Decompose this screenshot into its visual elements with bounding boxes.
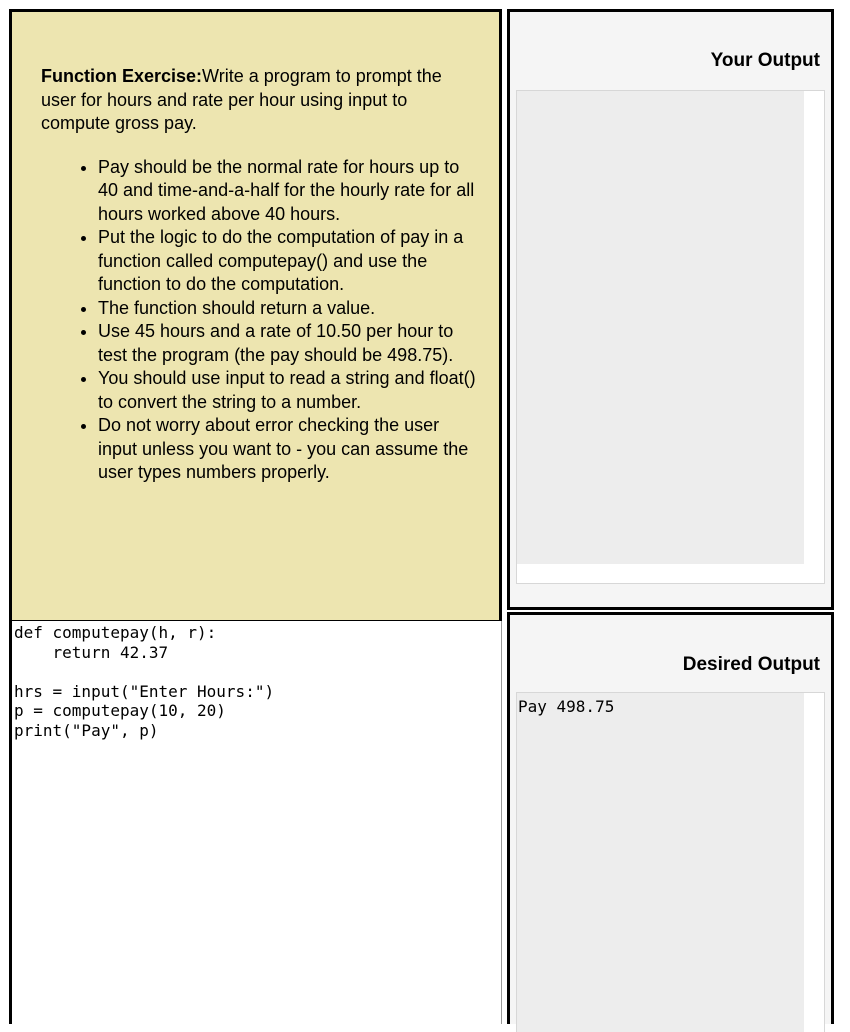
- instructions-panel: [9, 9, 502, 621]
- code-editor[interactable]: [9, 621, 502, 1024]
- your-output-box[interactable]: [516, 90, 825, 584]
- desired-output-box[interactable]: [516, 692, 825, 1032]
- your-output-text: [517, 91, 804, 564]
- instructions-bullet: • Do not worry about error checking the user input unless you want to - you can assume the user types numbers properly.: [98, 414, 481, 485]
- your-output-title: Your Output: [710, 50, 820, 71]
- code-editor-textarea[interactable]: [14, 623, 500, 1021]
- your-output-panel: [507, 9, 834, 610]
- desired-output-text: Pay 498.75: [518, 697, 615, 716]
- desired-output-panel: [507, 612, 834, 1024]
- instructions-bullet: • The function should return a value.: [98, 297, 481, 321]
- instructions-bullet-list: [41, 156, 481, 485]
- desired-output-title: Desired Output: [682, 654, 820, 675]
- instructions-bullet: • Use 45 hours and a rate of 10.50 per hour to test the program (the pay should be 498.75).: [98, 320, 481, 367]
- instructions-intro: [41, 65, 481, 136]
- instructions-bullet: • Put the logic to do the computation of pay in a function called computepay() and use the function to do the computation.: [98, 226, 481, 297]
- instructions-bullet: • You should use input to read a string and float() to convert the string to a number.: [98, 367, 481, 414]
- instructions-bullet: • Pay should be the normal rate for hours up to 40 and time-and-a-half for the hourly rate for all hours worked above 40 hours.: [98, 156, 481, 227]
- instructions-intro-text: Write a program to prompt the user for hours and rate per hour using input to compute gross pay.: [41, 66, 442, 133]
- instructions-content: [41, 65, 481, 485]
- instructions-title: Function Exercise:: [41, 66, 203, 86]
- right-margin: [834, 0, 850, 1024]
- desired-output-inner: [517, 693, 804, 1032]
- top-margin: [0, 0, 850, 9]
